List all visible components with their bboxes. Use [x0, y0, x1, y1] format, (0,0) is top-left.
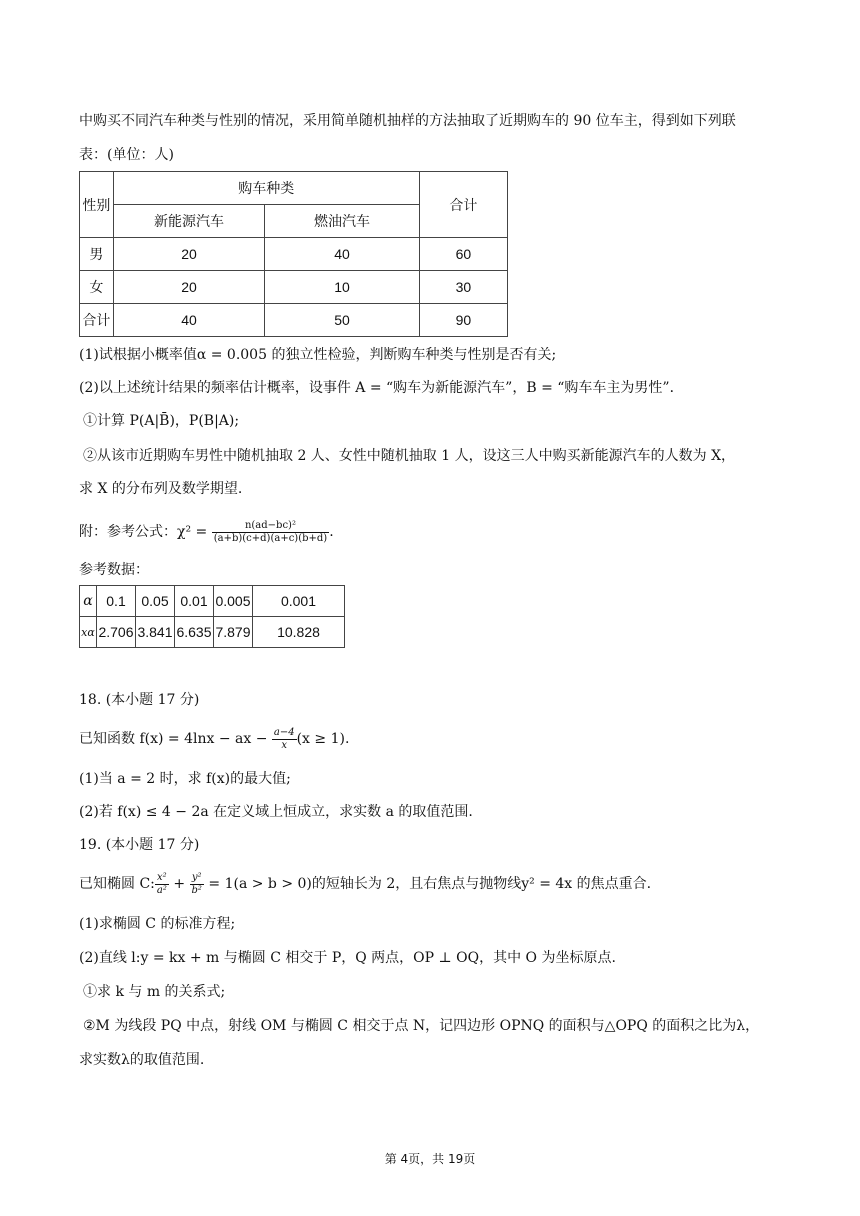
- table-row: [80, 271, 508, 304]
- q19-fraction-y-numerator: y²: [190, 872, 204, 885]
- q18-part-1: (1)当 a = 2 时，求 f(x)的最大值;: [79, 771, 291, 787]
- cell-ev: 40: [113, 304, 265, 337]
- q17-part-2: (2)以上述统计结果的频率估计概率，设事件 A = “购车为新能源汽车”，B = “购车车主为男性”．: [79, 380, 684, 396]
- formula-denominator: (a+b)(c+d)(a+c)(b+d): [213, 532, 328, 544]
- x-alpha-value: 6.635: [175, 617, 214, 648]
- page-footer: 第 4页，共 19页: [384, 1152, 476, 1166]
- q19-part-2b-line-1: ②M 为线段 PQ 中点，射线 OM 与椭圆 C 相交于点 N，记四边形 OPNQ 的面积与△OPQ 的面积之比为λ，: [83, 1018, 760, 1034]
- contingency-table: [79, 171, 508, 337]
- q19-fraction-x: [155, 872, 169, 897]
- q19-fraction-y: [190, 872, 204, 897]
- q18-part-2: (2)若 f(x) ≤ 4 − 2a 在定义域上恒成立，求实数 a 的取值范围.: [79, 804, 473, 820]
- q18-stem-suffix: (x ≥ 1).: [296, 731, 350, 747]
- q19-fraction-x-denominator: a²: [156, 884, 167, 896]
- header-ev: 新能源汽车: [113, 205, 265, 238]
- reference-data-label: 参考数据：: [79, 562, 149, 578]
- table-row: [80, 238, 508, 271]
- cell-ev: 20: [113, 238, 265, 271]
- critical-value-table: [79, 585, 345, 648]
- q18-fraction: [272, 727, 297, 752]
- q17-part-2b-line-1: ②从该市近期购车男性中随机抽取 2 人、女性中随机抽取 1 人，设这三人中购买新能源汽车的人数为 X，: [83, 448, 736, 464]
- alpha-value: 0.005: [214, 586, 253, 617]
- formula-numerator: n(ad−bc)²: [212, 520, 329, 533]
- q18-stem-prefix: 已知函数 f(x) = 4lnx − ax −: [79, 731, 272, 747]
- table-row: [80, 304, 508, 337]
- alpha-value: 0.001: [253, 586, 345, 617]
- formula-prefix: 附：参考公式：χ² =: [79, 524, 212, 540]
- cell-total: 30: [419, 271, 507, 304]
- x-alpha-value: 2.706: [97, 617, 136, 648]
- q19-stem: [79, 867, 651, 901]
- cell-total: 90: [419, 304, 507, 337]
- row-label: 男: [80, 238, 114, 271]
- q19-part-2: (2)直线 l:y = kx + m 与椭圆 C 相交于 P，Q 两点，OP ⊥ OQ，其中 O 为坐标原点.: [79, 950, 616, 966]
- intro-line-1: 中购买不同汽车种类与性别的情况，采用简单随机抽样的方法抽取了近期购车的 90 位车主，得到如下列联: [79, 113, 736, 129]
- formula-suffix: .: [329, 524, 334, 540]
- q19-stem-suffix: = 1(a > b > 0)的短轴长为 2，且右焦点与抛物线y² = 4x 的焦点重合.: [203, 876, 652, 892]
- q19-part-2a: ①求 k 与 m 的关系式;: [83, 984, 226, 1000]
- q19-plus: +: [168, 876, 190, 892]
- q19-part-1: (1)求椭圆 C 的标准方程;: [79, 916, 236, 932]
- header-gender: 性别: [80, 172, 114, 238]
- q19-part-2b-line-2: 求实数λ的取值范围.: [79, 1052, 205, 1068]
- alpha-value: 0.05: [136, 586, 175, 617]
- cell-ev: 20: [113, 271, 265, 304]
- alpha-value: 0.1: [97, 586, 136, 617]
- q19-title: 19. (本小题 17 分): [79, 837, 200, 853]
- x-alpha-value: 10.828: [253, 617, 345, 648]
- alpha-header: α: [80, 586, 97, 617]
- cell-fuel: 40: [265, 238, 419, 271]
- chi-square-fraction: [212, 520, 329, 545]
- x-alpha-header: xα: [80, 617, 97, 648]
- x-alpha-value: 7.879: [214, 617, 253, 648]
- formula-line: [79, 515, 334, 549]
- cell-total: 60: [419, 238, 507, 271]
- row-label: 合计: [80, 304, 114, 337]
- x-alpha-value: 3.841: [136, 617, 175, 648]
- q18-stem: [79, 722, 349, 756]
- cell-fuel: 10: [265, 271, 419, 304]
- intro-line-2: 表：(单位：人): [79, 147, 174, 163]
- q19-fraction-x-numerator: x²: [155, 872, 169, 885]
- header-fuel: 燃油汽车: [265, 205, 419, 238]
- header-car-type: 购车种类: [113, 172, 419, 205]
- row-label: 女: [80, 271, 114, 304]
- q19-fraction-y-denominator: b²: [191, 884, 202, 896]
- cell-fuel: 50: [265, 304, 419, 337]
- header-total: 合计: [419, 172, 507, 238]
- q17-part-1: (1)试根据小概率值α = 0.005 的独立性检验，判断购车种类与性别是否有关;: [79, 347, 557, 363]
- q18-fraction-denominator: x: [281, 739, 288, 751]
- q17-part-2a: ①计算 P(A|B̄)，P(B|A);: [83, 413, 240, 429]
- q17-part-2b-line-2: 求 X 的分布列及数学期望.: [79, 481, 243, 497]
- q18-title: 18. (本小题 17 分): [79, 692, 200, 708]
- q19-stem-prefix: 已知椭圆 C:: [79, 876, 155, 892]
- q18-fraction-numerator: a−4: [273, 726, 295, 738]
- alpha-value: 0.01: [175, 586, 214, 617]
